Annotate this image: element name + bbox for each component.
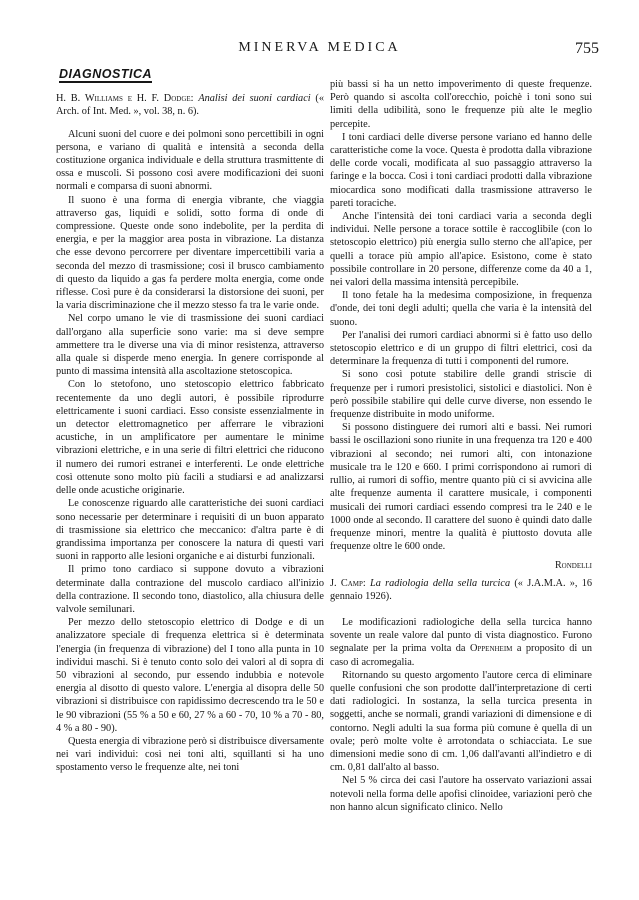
citation-title: Analisi dei suoni cardiaci xyxy=(198,93,311,105)
citation-authors: H. B. Williams e H. F. Dodge: xyxy=(56,93,194,105)
paragraph: Nel 5 % circa dei casi l'autore ha osservato variazioni assai notevoli nella forma delle apofisi clinoidee, variazioni però che non hanno alcun significato clinico. Nello xyxy=(330,775,592,813)
citation xyxy=(56,92,324,118)
paragraph: Anche l'intensità dei toni cardiaci varia a seconda degli individui. Nelle persone a torace sottile è raccoglibile (con lo stetoscopio elettrico) più energia sullo sterno che all'apice, per quelli a torace più ampio all'apice. Esistono, come è stato possibile controllare in 20 persone, differenze come da 40 a 1, nei valori della massima intensità percepibile. xyxy=(330,211,592,289)
paragraph: Con lo stetofono, uno stetoscopio elettrico fabbricato recentemente da uno degli autori, è possibile riprodurre elettricamente i suoni cardiaci. Esso consiste essenzialmente in un detector elettromagnetico per afferrare le vibrazioni acustiche, in un amplificatore per aumentare le minime vibrazioni elettriche, e in una serie di filtri elettrici che riducono il numero dei rumori estranei e interferenti. Le onde elettriche così ottenute sono molto più facili a studiarsi e ad analizzarsi delle onde acustiche originarie. xyxy=(56,379,324,497)
citation-2-source: (« J.A.M.A. », 16 gennaio 1926). xyxy=(330,577,593,602)
paragraph: I toni cardiaci delle diverse persone variano ed hanno delle caratteristiche come la voce. Questa è prodotta dalla vibrazione delle corde vocali, modificata al suo passaggio attraverso la faringe e la bocca. Così i toni cardiaci prodotti dalla vibrazione miocardica sono modificati dalla trasmissione attraverso le pareti toraciche. xyxy=(330,131,592,209)
citation-2-title: La radiologia della sella turcica xyxy=(369,577,511,589)
citation-2 xyxy=(330,577,592,603)
paragraph: Per l'analisi dei rumori cardiaci abnormi si è fatto uso dello stetoscopio elettrico e di un gruppo di filtri elettrici, così da determinare la frequenza di tutti i componenti del rumore. xyxy=(330,329,592,368)
signature: Rondelli xyxy=(555,560,592,572)
right-column xyxy=(330,78,592,814)
paragraph-text: Le modificazioni radiologiche della sella turcica hanno sovente un reale valore dal punto di vista diagnostico. Furono segnalate per la prima volta da xyxy=(330,616,592,655)
paragraph: Le conoscenze riguardo alle caratteristiche dei suoni cardiaci sono necessarie per determinare i requisiti di un buon apparato di trasmissione sia elettrico che meccanico: d'altra parte è di grandissima importanza per conoscere la natura di questi vari suoni in rapporto alle lesioni organiche e ai disturbi funzionali. xyxy=(56,498,324,563)
left-column xyxy=(56,68,324,775)
paragraph: Questa energia di vibrazione però si distribuisce diversamente nei vari individui: così nei toni alti, squillanti si ha uno spostamento verso le frequenze alte, nei toni xyxy=(56,735,324,774)
page-number: 755 xyxy=(575,40,599,57)
paragraph: Per mezzo dello stetoscopio elettrico di Dodge e di un analizzatore speciale di frequenza elettrica si è determinata l'energia (in frequenza di vibrazione) del I tono alla punta in 10 individui maschi. Si è tenuto conto solo dei valori al di sopra di 50 vibrazioni al secondo, pur essendo indubbia e notevole energia al disotto di questo valore. L'energia al disopra delle 50 vibrazioni si distribuisce con rapidissimo decrescendo tra le 50 e le 90 vibrazioni (55 % a 50 e 60, 27 % a 60 - 70, 10 % a 70 - 80, 4 % a 80 - 90). xyxy=(56,617,324,734)
paragraph: Si sono così potute stabilire delle grandi striscie di frequenze per i rumori presistolici, sistolici e diastolici. Non è però possibile stabilire qui delle curve diverse, non essendo le frequenze distribuite in modo uniforme. xyxy=(330,369,592,421)
paragraph xyxy=(330,616,592,669)
running-title: MINERVA MEDICA xyxy=(238,40,401,55)
citation-source: (« Arch. of Int. Med. », vol. 38, n. 6). xyxy=(56,93,324,118)
paragraph: Il tono fetale ha la medesima composizione, in frequenza d'onde, dei toni degli adulti; quella che varia è la intensità del suono. xyxy=(330,290,592,328)
paragraph: Si possono distinguere dei rumori alti e bassi. Nei rumori bassi le oscillazioni sono riunite in una frequenza tra 120 e 400 vibrazioni al secondo; nei rumori alti, con intonazione musicale tra le 120 e 660. I primi corrispondono ai rumori di rullio, ai rumori di soffio, mentre quanto più ci si avvicina alle alte frequenze aumenta il carattere musicale, i componenti musicali dei rumori cardiaci essendo compresi tra le 240 e le 1000 onde al secondo. Il carattere del suono è quindi dato dalle frequenze minori, mentre la qualità è piuttosto dovuta alle frequenze oltre le 600 onde. xyxy=(330,422,592,553)
citation-2-author: J. Camp: xyxy=(330,577,366,589)
paragraph: Ritornando su questo argomento l'autore cerca di eliminare quelle confusioni che son prodotte dall'interpretazione di certi dati radiologici. In sostanza, la sella turcica presenta in soggetti, anche se normali, grandi variazioni di dimensione e di contorno. Negli adulti la sua forma più comune è quella di un ovale; però molte volte è arrotondata o schiacciata. Le sue dimensioni medie sono di cm. 1,06 dall'avanti all'indietro e di cm. 0,81 dall'alto al basso. xyxy=(330,669,592,774)
paragraph: più bassi si ha un netto impoverimento di queste frequenze. Però quando si ascolta coll'orecchio, poichè i toni sono sui limiti della udibilità, sono le frequenze più alte le meglio percepite. xyxy=(330,79,592,130)
paragraph: Nel corpo umano le vie di trasmissione dei suoni cardiaci dall'organo alla superficie sono varie: ma si deve sempre ammettere tra le diverse una via di minor resistenza, attraverso alla quale si disperde meno energia. In genere corrisponde al punto di massima intensità alla ascoltazione stetoscopica. xyxy=(56,313,324,378)
paragraph: Il primo tono cardiaco si suppone dovuto a vibrazioni determinate dalla contrazione del muscolo cardiaco all'inizio della contrazione. Il secondo tono, diastolico, alla chiusura delle valvole semilunari. xyxy=(56,564,324,615)
section-title: DIAGNOSTICA xyxy=(59,68,152,83)
paragraph: Alcuni suoni del cuore e dei polmoni sono percettibili in ogni persona, e variano di qualità e intensità a seconda della costituzione organica individuale e della struttura trasmittente di ossa e muscoli. Si possono così avere modificazioni dei suoni normali e comparsa di suoni abnormi. xyxy=(56,128,324,193)
paragraph: Il suono è una forma di energia vibrante, che viaggia attraverso gas, liquidi e solidi, sotto forma di onde di compressione. Queste onde sono indebolite, per la perdita di energia, e per la maggior area posta in vibrazione. La distanza che esse devono percorrere per diventare impercettibili varia a seconda del mezzo di trasmissione; così il brusco cambiamento di questo da liquido a gas fa perdere molta energia, come onde riflesse. Così pure è da considerarsi la distorsione dei suoni, per la varia discriminazione che il mezzo stesso fa tra le varie onde. xyxy=(56,194,324,312)
paragraph-text: a proposito di un caso di acromegalia. xyxy=(330,643,593,668)
author-name-oppenheim: Oppenheim xyxy=(469,643,513,655)
